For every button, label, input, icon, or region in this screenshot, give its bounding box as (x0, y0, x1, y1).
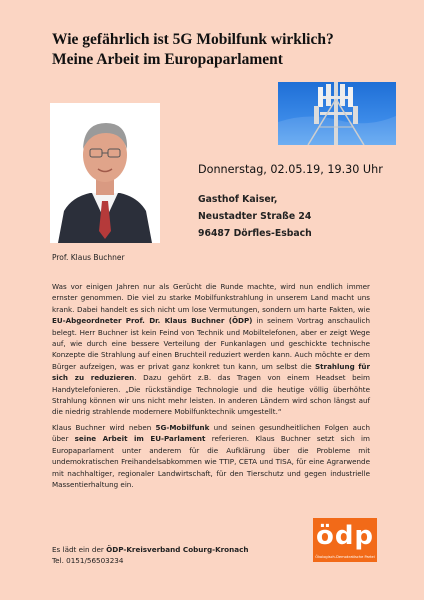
paragraph-topics-bold-1: 5G-Mobilfunk (155, 423, 210, 432)
paragraph-topics-bold-2: seine Arbeit im EU-Parlament (74, 434, 206, 444)
cell-tower-photo (278, 82, 396, 145)
oedp-logo-subtitle: Ökologisch-Demokratische Partei (315, 555, 375, 559)
venue-name: Gasthof Kaiser, (198, 194, 278, 205)
paragraph-intro-text-1: Was vor einigen Jahren nur als Gerücht die Runde machte, wird nun endlich immer ernster genommen. Die viel zu starke Mobilfunkstrahlung in unserem Land macht uns krank. Dabei handelt es sich nicht um lose Vermutungen, sondern um harte Fakten, wie (52, 282, 370, 314)
invitation-organization: ÖDP-Kreisverband Coburg-Kronach (106, 545, 249, 554)
headline-line-2: Meine Arbeit im Europaparlament (52, 51, 283, 68)
invitation-phone: Tel. 0151/56503234 (52, 556, 124, 566)
paragraph-topics-text-3: referieren. Klaus Buchner setzt sich im Europaparlament unter anderem für die Aufklärung über die Probleme mit undemokratischen Freihandelsabkommen wie TTIP, CETA und TISA, für eine Agrarwende mit nachhaltiger, regionaler Landwirtschaft, für den Tierschutz und gegen industrielle Massentierhaltung ein. (52, 434, 370, 490)
headline (52, 30, 392, 70)
paragraph-topics (52, 422, 370, 490)
paragraph-topics-text-1: Klaus Buchner wird neben (52, 423, 156, 432)
event-venue (198, 191, 383, 242)
oedp-logo-wordmark: ödp (315, 521, 375, 551)
invitation-prefix: Es lädt ein der (52, 545, 107, 554)
paragraph-intro-text-2: in seinem Vortrag anschaulich belegt. Herr Buchner ist kein Feind von Technik und Mobiltelefonen, aber er zeigt Wege auf, wie durch eine bessere Verteilung der Funkanlagen und geschickte technische Konzepte die Strahlung auf einen Bruchteil reduziert werden kann. Auch möchte er dem Bürger aufzeigen, was er privat ganz konkret tun kann, um selbst die (52, 316, 370, 371)
oedp-logo (313, 518, 377, 562)
portrait-caption: Prof. Klaus Buchner (52, 253, 125, 262)
paragraph-intro-text-3: . Dazu gehört z.B. das Tragen von einem Headset beim Handytelefonieren. „Die rückständige Technologie und die heutige völlig überhöhte Strahlung können wir uns nicht mehr leisten. In anderen Ländern wird schon längst auf die niedrig strahlende modernere Mobilfunktechnik umgestellt.“ (52, 373, 370, 417)
paragraph-intro (52, 281, 370, 418)
paragraph-intro-bold-2: Strahlung für sich zu reduzieren (52, 361, 370, 383)
paragraph-intro-bold-1: EU-Abgeordneter Prof. Dr. Klaus Buchner (ÖDP) (52, 316, 253, 326)
invitation-line (52, 544, 248, 555)
venue-street: Neustadter Straße 24 (198, 211, 312, 222)
venue-city: 96487 Dörfles-Esbach (198, 228, 312, 239)
event-date: Donnerstag, 02.05.19, 19.30 Uhr (198, 163, 383, 176)
portrait-illustration (50, 103, 160, 243)
cell-tower-illustration (278, 82, 396, 145)
portrait-photo (50, 103, 160, 243)
headline-line-1: Wie gefährlich ist 5G Mobilfunk wirklich? (52, 31, 334, 48)
event-details (198, 163, 383, 242)
paragraph-topics-text-2: und seinen gesundheitlichen Folgen auch über (52, 423, 370, 444)
invitation (52, 544, 248, 567)
